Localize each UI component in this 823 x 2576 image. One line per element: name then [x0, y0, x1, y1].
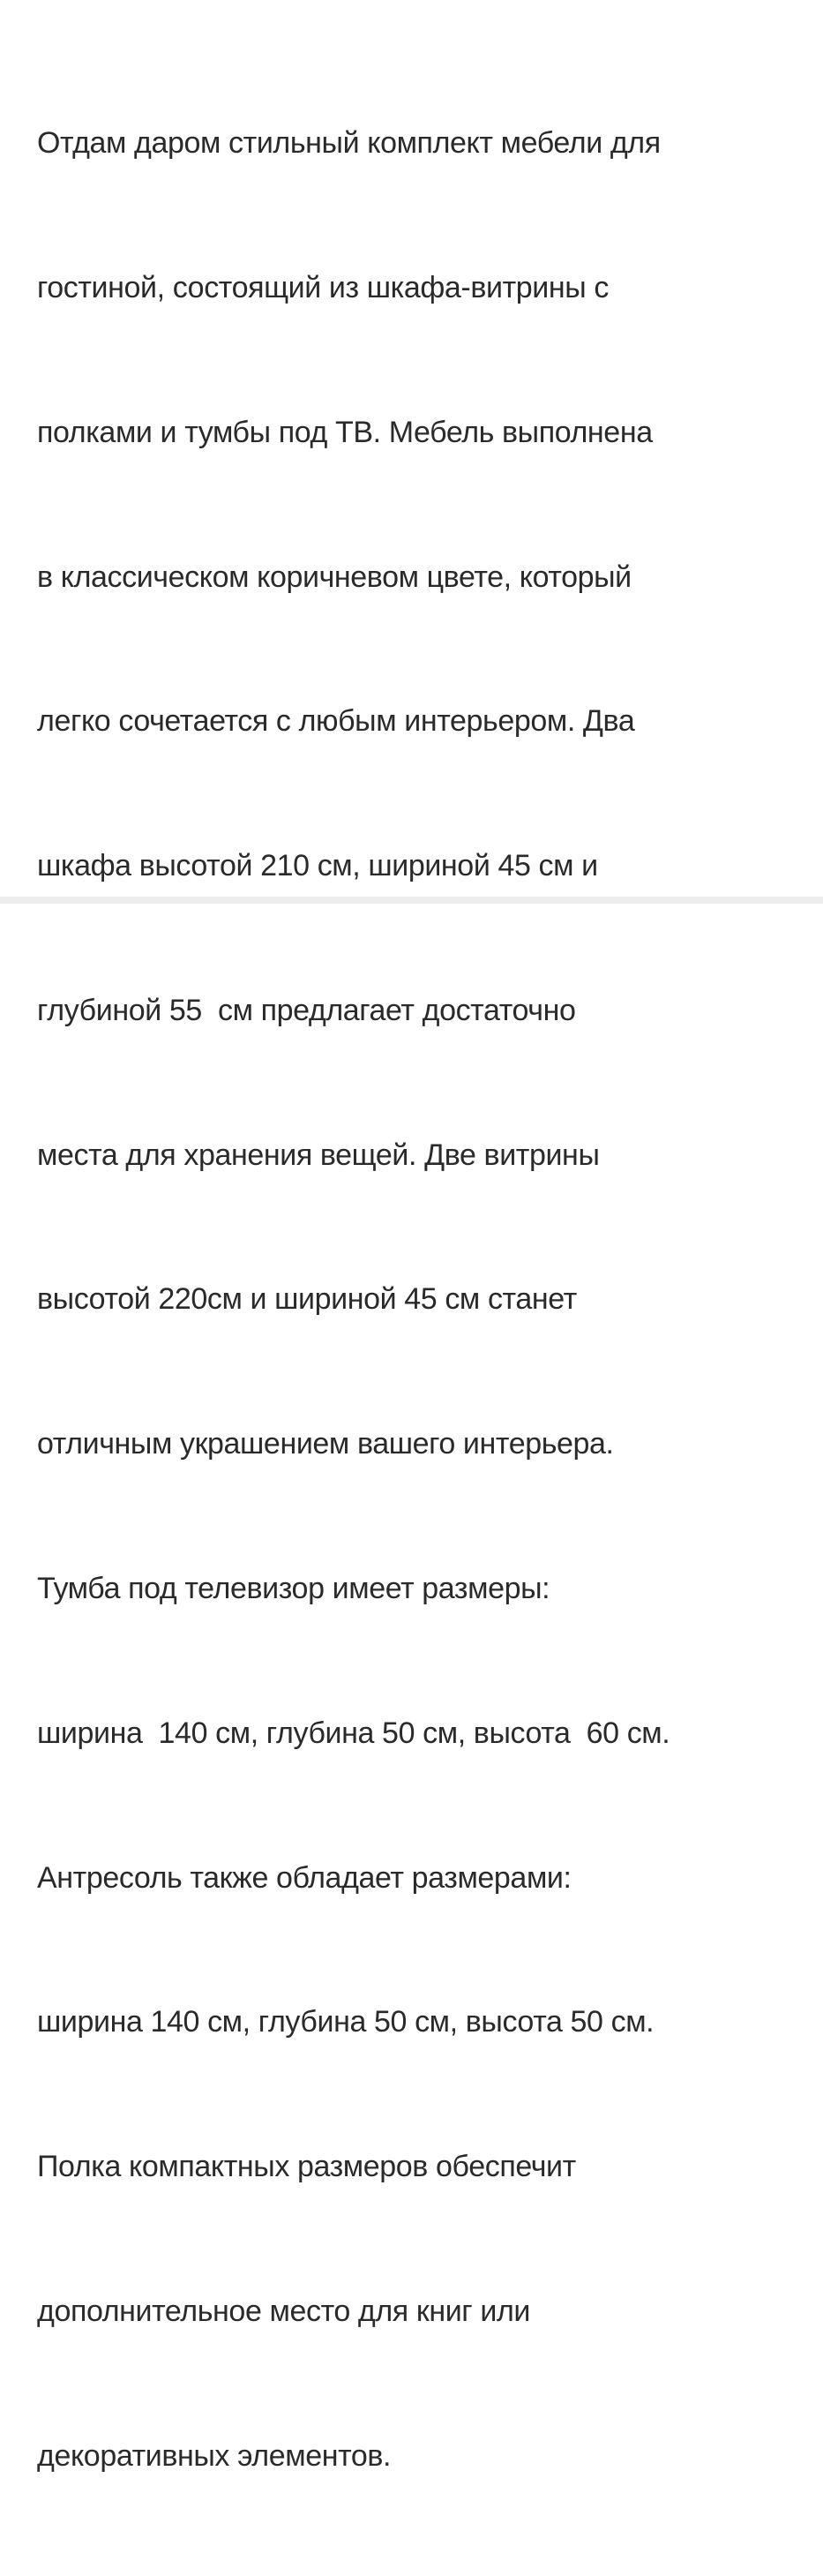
description-line: Полка компактных размеров обеспечит	[37, 2150, 576, 2184]
description-line: места для хранения вещей. Две витрины	[37, 1138, 600, 1172]
description-line: ширина 140 см, глубина 50 см, высота 60 см.	[37, 1716, 670, 1750]
description-line: легко сочетается с любым интерьером. Два	[37, 704, 635, 739]
description-line: декоративных элементов.	[37, 2438, 392, 2473]
description-line: шкафа высотой 210 см, шириной 45 см и	[37, 849, 598, 883]
description-line: Тумба под телевизор имеет размеры:	[37, 1572, 550, 1605]
description-line: Антресоль также обладает размерами:	[37, 1860, 572, 1895]
description-line: в классическом коричневом цвете, который	[37, 560, 632, 594]
description-line: отличным украшением вашего интерьера.	[37, 1427, 614, 1461]
description-line: полками и тумбы под ТВ. Мебель выполнена	[37, 415, 653, 449]
description-line: дополнительное место для книг или	[37, 2294, 530, 2328]
description-line: гостиной, состоящий из шкафа-витрины с	[37, 270, 609, 304]
description-line: глубиной 55 см предлагает достаточно	[37, 993, 576, 1027]
description-line: ширина 140 см, глубина 50 см, высота 50 см.	[37, 2005, 655, 2039]
listing-description	[37, 23, 670, 2576]
bottom-divider	[0, 897, 823, 904]
description-line: Отдам даром стильный комплект мебели для	[37, 126, 661, 161]
description-line: высотой 220см и шириной 45 см станет	[37, 1282, 577, 1317]
